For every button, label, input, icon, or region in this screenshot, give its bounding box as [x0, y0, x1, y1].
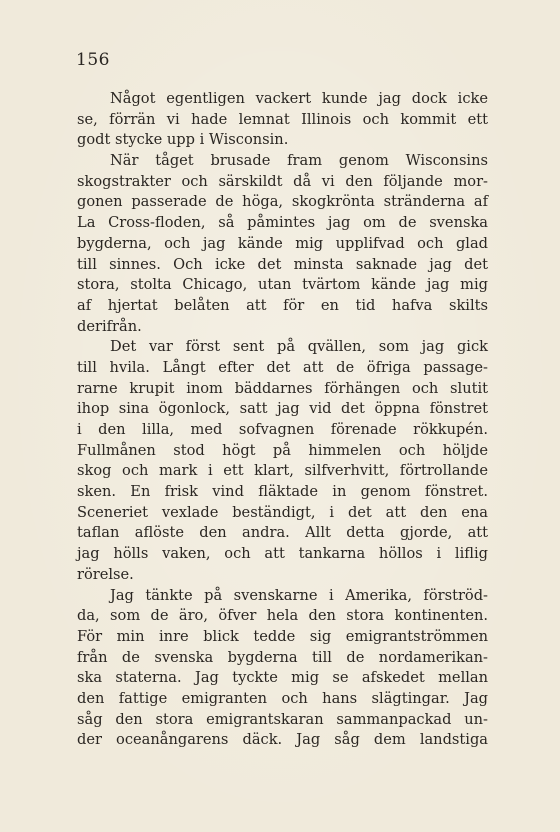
text-line: af hjertat belåten att för en tid hafva skilts [77, 296, 488, 314]
text-line: rarne krupit inom bäddarnes förhängen och slutit [77, 379, 488, 397]
text-line: Jag tänkte på svenskarne i Amerika, förströd- [110, 586, 488, 604]
text-line: der oceanångarens däck. Jag såg dem landstiga [77, 731, 488, 749]
text-line: i den lilla, med sofvagnen förenade rökkupén. [77, 421, 488, 438]
text-line: jag hölls vaken, och att tankarna höllos i liflig [77, 545, 488, 563]
body-text [77, 89, 488, 751]
text-line: gonen passerade de höga, skogkrönta stränderna af [77, 193, 488, 211]
text-line: För min inre blick tedde sig emigrantströmmen [77, 627, 488, 645]
text-line: När tåget brusade fram genom Wisconsins [110, 152, 488, 170]
text-line: den fattige emigranten och hans slägtingar. Jag [77, 689, 488, 707]
text-line: till sinnes. Och icke det minsta saknade jag det [77, 255, 488, 273]
text-line: rörelse. [77, 565, 134, 583]
text-line: da, som de äro, öfver hela den stora kontinenten. [77, 607, 488, 625]
text-line: sken. En frisk vind fläktade in genom fönstret. [77, 483, 488, 501]
text-line: skogstrakter och särskildt då vi den följande mor- [77, 172, 488, 190]
text-line: Något egentligen vackert kunde jag dock icke [110, 90, 488, 107]
text-line: Fullmånen stod högt på himmelen och höljde [77, 441, 488, 459]
text-line: se, förrän vi hade lemnat Illinois och kommit ett [77, 110, 488, 128]
text-line: taflan aflöste den andra. Allt detta gjorde, att [77, 524, 488, 542]
text-line: godt stycke upp i Wisconsin. [77, 131, 289, 149]
text-line: till hvila. Långt efter det att de öfriga passage- [77, 358, 488, 376]
page-number: 156 [76, 50, 110, 70]
text-line: Sceneriet vexlade beständigt, i det att den ena [77, 503, 488, 521]
text-line: skog och mark i ett klart, silfverhvitt, förtrollande [77, 462, 488, 480]
text-line: från de svenska bygderna till de nordamerikan- [77, 648, 488, 666]
text-line: La Cross-floden, så påmintes jag om de svenska [77, 214, 488, 232]
text-line: ihop sina ögonlock, satt jag vid det öppna fönstret [77, 400, 488, 418]
text-line: stora, stolta Chicago, utan tvärtom kände jag mig [77, 276, 488, 294]
text-line: ska staterna. Jag tyckte mig se afskedet mellan [77, 669, 488, 687]
text-line: såg den stora emigrantskaran sammanpackad un- [77, 710, 488, 728]
text-line: bygderna, och jag kände mig upplifvad och glad [77, 234, 488, 252]
text-line: Det var först sent på qvällen, som jag gick [110, 338, 488, 356]
text-line: derifrån. [77, 317, 142, 335]
